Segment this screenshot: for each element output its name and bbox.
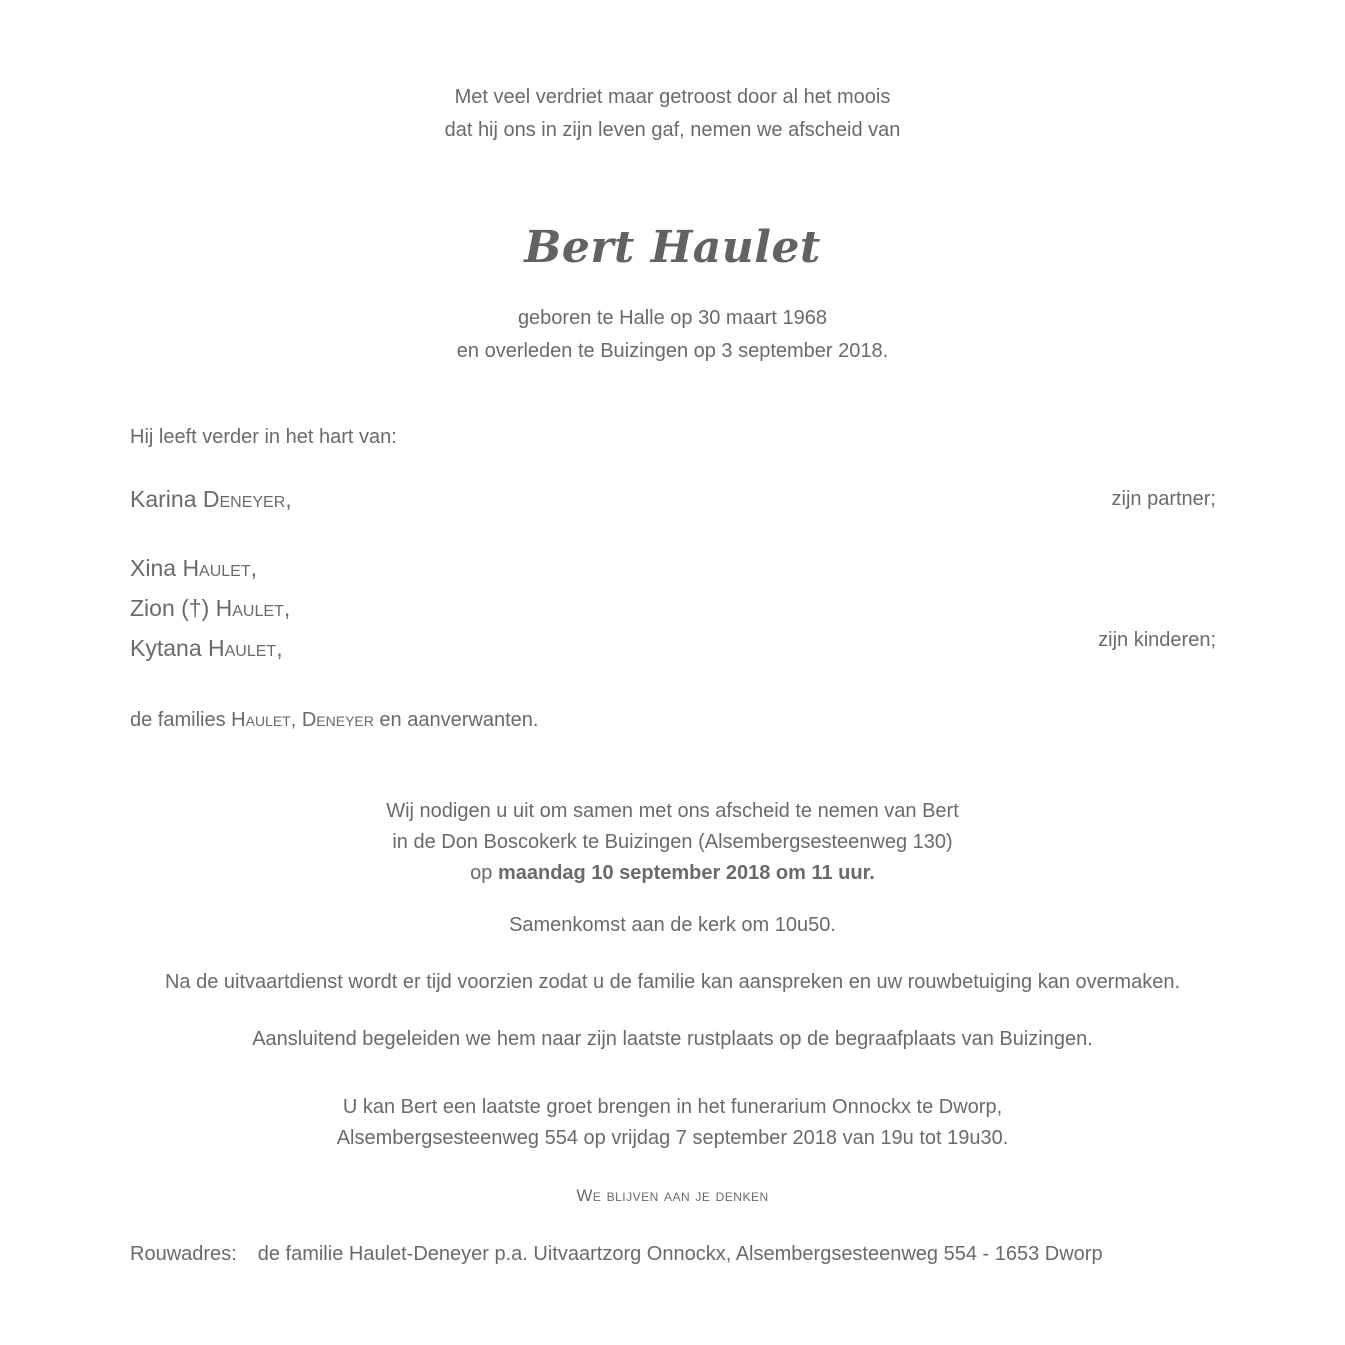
invitation-block: [0, 796, 1345, 889]
child-last-name: Haulet: [208, 635, 277, 661]
child-item: [130, 548, 290, 588]
child-last-name: Haulet: [215, 595, 284, 621]
invitation-date: maandag 10 september 2018 om 11 uur.: [497, 862, 875, 884]
intro-line-1: Met veel verdriet maar getroost door al het moois: [454, 86, 891, 108]
invitation-line-2: in de Don Boscokerk te Buizingen (Alsembergsesteenweg 130): [392, 831, 953, 853]
life-dates: [0, 302, 1345, 368]
families-separator: ,: [290, 709, 302, 731]
partner-relation: zijn partner;: [1111, 488, 1216, 510]
address-value: de familie Haulet-Deneyer p.a. Uitvaartzorg Onnockx, Alsembergsesteenweg 554 - 1653 Dworp: [257, 1243, 1103, 1265]
families-line: [130, 709, 538, 732]
lives-on-heading: Hij leeft verder in het hart van:: [130, 426, 397, 448]
partner-first-name: Karina: [130, 486, 203, 512]
invitation-line-1: Wij nodigen u uit om samen met ons afscheid te nemen van Bert: [386, 800, 959, 822]
farewell-line-2: Alsembergsesteenweg 554 op vrijdag 7 september 2018 van 19u tot 19u30.: [336, 1127, 1009, 1149]
intro-text: [0, 81, 1345, 147]
child-suffix: ,: [283, 595, 291, 621]
farewell-block: [0, 1092, 1345, 1154]
farewell-line-1: U kan Bert een laatste groet brengen in het funerarium Onnockx te Dworp,: [342, 1096, 1003, 1118]
birth-line: geboren te Halle op 30 maart 1968: [517, 307, 828, 329]
partner-name: [130, 486, 292, 513]
child-item: [130, 588, 290, 628]
child-item: [130, 628, 290, 668]
closing-text: We blijven aan je denken: [576, 1186, 769, 1205]
families-prefix: de families: [130, 709, 232, 731]
after-service-text: Na de uitvaartdienst wordt er tijd voorzien zodat u de familie kan aanspreken en uw rouwbetuiging kan overmaken.: [164, 971, 1181, 993]
invitation-line-3: [0, 858, 1345, 889]
deceased-name: Bert Haulet: [524, 222, 821, 273]
gathering-text: Samenkomst aan de kerk om 10u50.: [509, 914, 836, 936]
child-suffix: ,: [250, 555, 258, 581]
child-first-name: Kytana: [130, 635, 208, 661]
address-label: Rouwadres:: [130, 1243, 237, 1265]
child-first-name: Xina: [130, 555, 183, 581]
child-suffix: ,: [276, 635, 283, 661]
intro-line-2: dat hij ons in zijn leven gaf, nemen we afscheid van: [444, 119, 901, 141]
children-list: [130, 548, 290, 668]
children-relation: zijn kinderen;: [1098, 629, 1216, 651]
child-first-name: Zion (†): [130, 595, 216, 621]
mourning-address: [130, 1243, 1103, 1266]
partner-last-name: Deneyer: [202, 486, 286, 512]
child-last-name: Haulet: [182, 555, 251, 581]
families-suffix: en aanverwanten.: [373, 709, 539, 731]
death-line: en overleden te Buizingen op 3 september 2018.: [456, 340, 889, 362]
partner-suffix: ,: [285, 486, 292, 512]
burial-text: Aansluitend begeleiden we hem naar zijn laatste rustplaats op de begraafplaats van Buizingen.: [252, 1028, 1093, 1050]
invitation-date-prefix: op: [470, 862, 498, 884]
family-name-haulet: Haulet: [231, 709, 291, 731]
family-name-deneyer: Deneyer: [301, 709, 374, 731]
